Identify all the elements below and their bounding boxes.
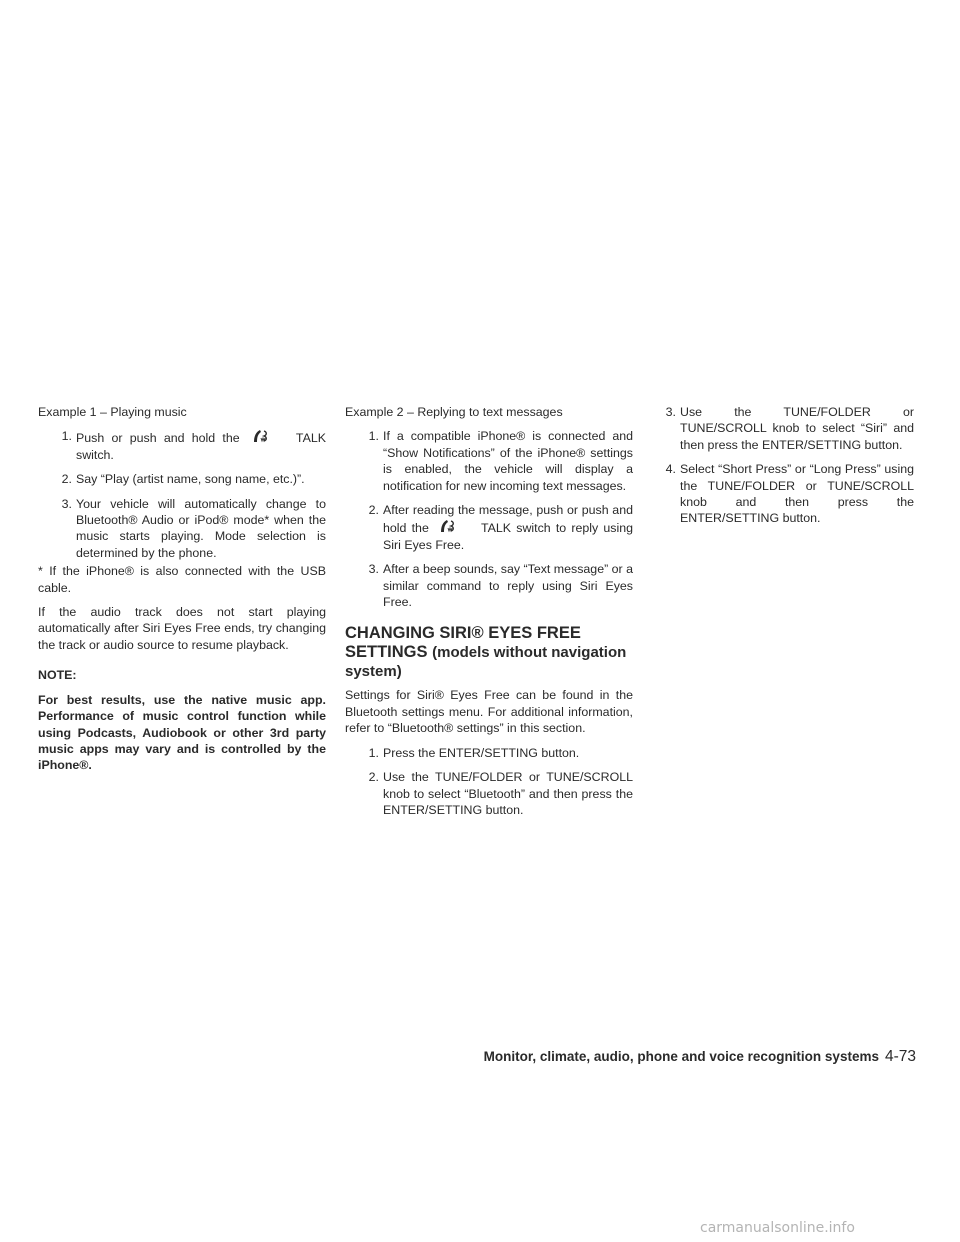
paragraph: Settings for Siri® Eyes Free can be found in the Bluetooth settings menu. For additional information, refer to “Bluetooth® settings” in this section. (345, 688, 633, 736)
list-item: 3. Your vehicle will automatically change to Bluetooth® Audio or iPod® mode* when the music starts playing. Mode selection is determined by the phone. (61, 496, 326, 560)
list-item: 3. Use the TUNE/FOLDER or TUNE/SCROLL knob to select “Siri” and then press the ENTER/SETTING button. (665, 405, 914, 452)
note-title: NOTE: (38, 668, 77, 683)
list-item: 3. After a beep sounds, say “Text message” or a similar command to reply using Siri Eyes Free. (368, 562, 634, 610)
footnote: * If the iPhone® is also connected with the USB cable. (38, 564, 326, 595)
list-item: 1. Push or push and hold the TALK switch. (61, 429, 326, 462)
list-item: 4. Select “Short Press” or “Long Press” using the TUNE/FOLDER or TUNE/SCROLL knob and then press the ENTER/SETTING button. (665, 462, 914, 526)
note-body: For best results, use the native music app. Performance of music control function while using Podcasts, Audiobook or other 3rd party music apps may vary and is controlled by the iPhone®. (38, 692, 326, 773)
watermark: carmanualsonline.info (700, 1220, 855, 1236)
list-item: 2. Use the TUNE/FOLDER or TUNE/SCROLL knob to select “Bluetooth” and then press the ENTER/SETTING button. (368, 770, 633, 817)
example-1-title: Example 1 – Playing music (38, 405, 187, 419)
footer-section-title: Monitor, climate, audio, phone and voice recognition systems (483, 1049, 879, 1064)
talk-switch-icon (438, 518, 460, 534)
column-1 (38, 404, 326, 774)
list-item: 1. If a compatible iPhone® is connected and “Show Notifications” of the iPhone® settings is enabled, the vehicle will display a notification for new incoming text messages. (368, 429, 633, 493)
talk-switch-icon (251, 428, 273, 444)
paragraph: If the audio track does not start playing automatically after Siri Eyes Free ends, try changing the track or audio source to resume playback. (38, 605, 326, 652)
column-2 (345, 404, 633, 826)
example-2-title: Example 2 – Replying to text messages (345, 405, 563, 419)
list-item: 1. Press the ENTER/SETTING button. (368, 745, 580, 760)
column-3 (652, 404, 914, 535)
page-number: 4-73 (884, 1048, 916, 1065)
section-heading: CHANGING SIRI® EYES FREE SETTINGS (models without navigation system) (345, 624, 627, 681)
list-item: 2. Say “Play (artist name, song name, etc.)”. (61, 472, 305, 487)
list-item: 2. After reading the message, push or push and hold the TALK switch to reply using Siri Eyes Free. (368, 503, 634, 552)
page-footer (484, 1048, 916, 1066)
